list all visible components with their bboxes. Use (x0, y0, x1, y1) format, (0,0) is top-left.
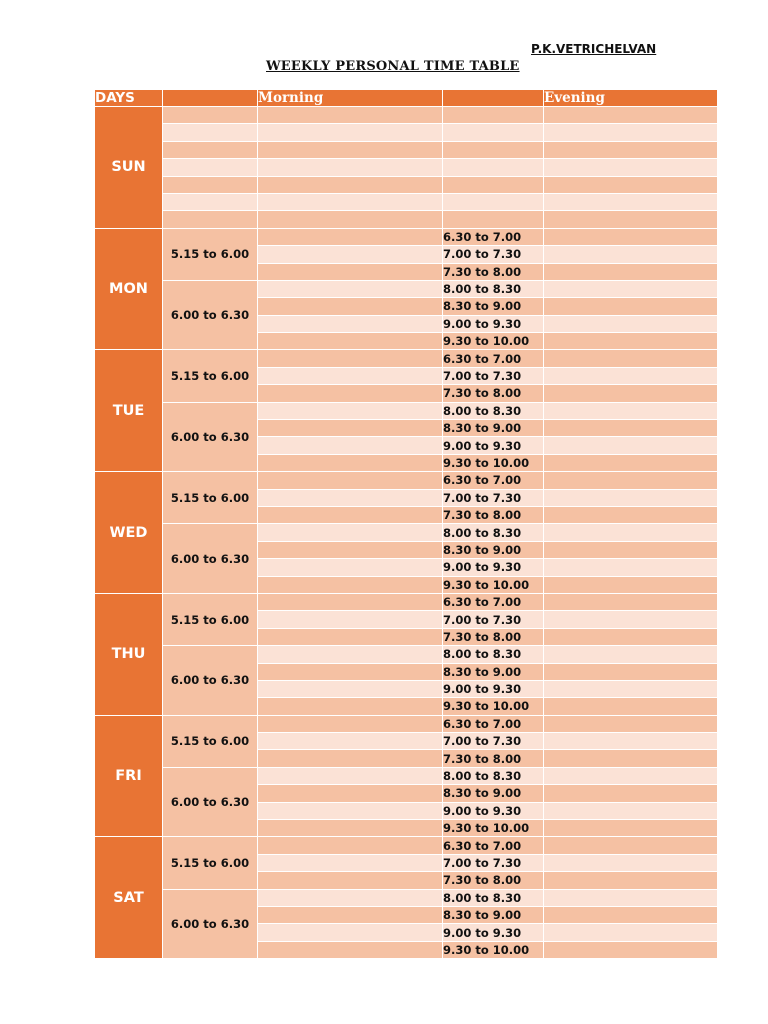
evening-slot (443, 159, 544, 176)
morning-entry-cell[interactable] (258, 559, 443, 576)
evening-entry-cell[interactable] (544, 698, 718, 715)
morning-entry-cell[interactable] (258, 385, 443, 402)
evening-slot: 9.00 to 9.30 (443, 680, 544, 697)
morning-entry-cell[interactable] (258, 889, 443, 906)
evening-entry-cell[interactable] (544, 889, 718, 906)
morning-entry-cell[interactable] (258, 611, 443, 628)
evening-entry-cell[interactable] (544, 298, 718, 315)
morning-entry-cell[interactable] (258, 176, 443, 193)
evening-slot: 7.00 to 7.30 (443, 733, 544, 750)
evening-slot (443, 107, 544, 124)
evening-slot: 9.30 to 10.00 (443, 333, 544, 350)
morning-entry-cell[interactable] (258, 506, 443, 523)
morning-entry-cell[interactable] (258, 437, 443, 454)
morning-slot: 5.15 to 6.00 (163, 593, 258, 645)
evening-entry-cell[interactable] (544, 246, 718, 263)
evening-entry-cell[interactable] (544, 141, 718, 158)
morning-entry-cell[interactable] (258, 367, 443, 384)
evening-slot: 9.00 to 9.30 (443, 437, 544, 454)
morning-entry-cell[interactable] (258, 715, 443, 732)
morning-entry-cell[interactable] (258, 698, 443, 715)
evening-entry-cell[interactable] (544, 333, 718, 350)
evening-entry-cell[interactable] (544, 193, 718, 210)
morning-entry-cell[interactable] (258, 107, 443, 124)
morning-entry-cell[interactable] (258, 541, 443, 558)
day-label: THU (95, 593, 163, 715)
evening-slot: 7.30 to 8.00 (443, 263, 544, 280)
day-label: MON (95, 228, 163, 350)
evening-entry-cell[interactable] (544, 228, 718, 245)
morning-entry-cell[interactable] (258, 646, 443, 663)
evening-slot: 7.00 to 7.30 (443, 367, 544, 384)
morning-entry-cell[interactable] (258, 524, 443, 541)
morning-entry-cell[interactable] (258, 280, 443, 297)
morning-entry-cell[interactable] (258, 767, 443, 784)
evening-slot: 6.30 to 7.00 (443, 228, 544, 245)
evening-slot: 8.00 to 8.30 (443, 889, 544, 906)
evening-slot: 8.30 to 9.00 (443, 298, 544, 315)
evening-entry-cell[interactable] (544, 715, 718, 732)
evening-slot: 8.00 to 8.30 (443, 524, 544, 541)
morning-slot: 6.00 to 6.30 (163, 646, 258, 716)
evening-slot (443, 141, 544, 158)
evening-slot: 6.30 to 7.00 (443, 350, 544, 367)
evening-entry-cell[interactable] (544, 680, 718, 697)
evening-entry-cell[interactable] (544, 211, 718, 228)
evening-slot (443, 211, 544, 228)
table-row (95, 524, 718, 541)
morning-entry-cell[interactable] (258, 159, 443, 176)
table-row (95, 141, 718, 158)
morning-slot-cell (163, 176, 258, 193)
morning-entry-cell[interactable] (258, 228, 443, 245)
table-row (95, 837, 718, 854)
day-label: SAT (95, 837, 163, 959)
morning-entry-cell[interactable] (258, 663, 443, 680)
evening-slot: 7.00 to 7.30 (443, 489, 544, 506)
table-row (95, 646, 718, 663)
evening-entry-cell[interactable] (544, 628, 718, 645)
evening-entry-cell[interactable] (544, 663, 718, 680)
morning-entry-cell[interactable] (258, 420, 443, 437)
evening-entry-cell[interactable] (544, 159, 718, 176)
evening-entry-cell[interactable] (544, 576, 718, 593)
evening-entry-cell[interactable] (544, 837, 718, 854)
morning-slot: 5.15 to 6.00 (163, 472, 258, 524)
evening-entry-cell[interactable] (544, 872, 718, 889)
evening-entry-cell[interactable] (544, 820, 718, 837)
evening-entry-cell[interactable] (544, 367, 718, 384)
morning-entry-cell[interactable] (258, 211, 443, 228)
evening-slot: 9.30 to 10.00 (443, 820, 544, 837)
morning-slot-cell (163, 159, 258, 176)
evening-slot: 9.30 to 10.00 (443, 454, 544, 471)
morning-slot: 5.15 to 6.00 (163, 350, 258, 402)
evening-slot: 7.30 to 8.00 (443, 506, 544, 523)
morning-entry-cell[interactable] (258, 941, 443, 958)
evening-entry-cell[interactable] (544, 437, 718, 454)
morning-entry-cell[interactable] (258, 680, 443, 697)
morning-entry-cell[interactable] (258, 924, 443, 941)
evening-entry-cell[interactable] (544, 350, 718, 367)
morning-entry-cell[interactable] (258, 298, 443, 315)
morning-slot: 6.00 to 6.30 (163, 280, 258, 350)
morning-slot: 6.00 to 6.30 (163, 402, 258, 472)
evening-entry-cell[interactable] (544, 280, 718, 297)
evening-column-header: Evening (544, 90, 718, 107)
evening-slot: 7.30 to 8.00 (443, 872, 544, 889)
evening-entry-cell[interactable] (544, 489, 718, 506)
morning-entry-cell[interactable] (258, 837, 443, 854)
morning-entry-cell[interactable] (258, 628, 443, 645)
table-row (95, 193, 718, 210)
evening-entry-cell[interactable] (544, 750, 718, 767)
morning-slot-cell (163, 124, 258, 141)
header-blank (163, 90, 258, 107)
morning-entry-cell[interactable] (258, 402, 443, 419)
morning-entry-cell[interactable] (258, 750, 443, 767)
morning-entry-cell[interactable] (258, 820, 443, 837)
evening-slot: 8.00 to 8.30 (443, 646, 544, 663)
evening-slot: 9.00 to 9.30 (443, 924, 544, 941)
evening-entry-cell[interactable] (544, 315, 718, 332)
evening-slot: 6.30 to 7.00 (443, 837, 544, 854)
morning-entry-cell[interactable] (258, 472, 443, 489)
table-row (95, 350, 718, 367)
morning-entry-cell[interactable] (258, 454, 443, 471)
evening-entry-cell[interactable] (544, 593, 718, 610)
morning-entry-cell[interactable] (258, 733, 443, 750)
evening-entry-cell[interactable] (544, 924, 718, 941)
morning-slot: 6.00 to 6.30 (163, 767, 258, 837)
evening-entry-cell[interactable] (544, 524, 718, 541)
day-label: WED (95, 472, 163, 594)
timetable-header-row (95, 90, 718, 107)
evening-slot (443, 176, 544, 193)
morning-slot: 5.15 to 6.00 (163, 837, 258, 889)
table-row (95, 402, 718, 419)
evening-entry-cell[interactable] (544, 802, 718, 819)
evening-slot: 9.30 to 10.00 (443, 576, 544, 593)
morning-slot: 6.00 to 6.30 (163, 889, 258, 959)
evening-slot: 8.30 to 9.00 (443, 420, 544, 437)
morning-entry-cell[interactable] (258, 193, 443, 210)
table-row (95, 767, 718, 784)
morning-entry-cell[interactable] (258, 593, 443, 610)
table-row (95, 715, 718, 732)
morning-entry-cell[interactable] (258, 489, 443, 506)
header-blank (443, 90, 544, 107)
morning-slot: 6.00 to 6.30 (163, 524, 258, 594)
morning-entry-cell[interactable] (258, 785, 443, 802)
evening-entry-cell[interactable] (544, 733, 718, 750)
evening-entry-cell[interactable] (544, 454, 718, 471)
evening-slot: 7.30 to 8.00 (443, 750, 544, 767)
evening-entry-cell[interactable] (544, 611, 718, 628)
evening-entry-cell[interactable] (544, 646, 718, 663)
evening-slot: 8.30 to 9.00 (443, 785, 544, 802)
evening-entry-cell[interactable] (544, 124, 718, 141)
evening-entry-cell[interactable] (544, 506, 718, 523)
morning-slot: 5.15 to 6.00 (163, 715, 258, 767)
morning-entry-cell[interactable] (258, 802, 443, 819)
table-row (95, 593, 718, 610)
morning-entry-cell[interactable] (258, 350, 443, 367)
evening-slot: 7.00 to 7.30 (443, 246, 544, 263)
timetable (94, 89, 718, 959)
evening-slot: 7.00 to 7.30 (443, 611, 544, 628)
morning-column-header: Morning (258, 90, 443, 107)
table-row (95, 280, 718, 297)
day-label: SUN (95, 107, 163, 229)
evening-slot: 8.30 to 9.00 (443, 906, 544, 923)
evening-entry-cell[interactable] (544, 385, 718, 402)
evening-slot: 6.30 to 7.00 (443, 715, 544, 732)
morning-entry-cell[interactable] (258, 333, 443, 350)
evening-slot: 7.00 to 7.30 (443, 854, 544, 871)
day-label: TUE (95, 350, 163, 472)
evening-slot: 9.30 to 10.00 (443, 941, 544, 958)
morning-entry-cell[interactable] (258, 263, 443, 280)
table-row (95, 176, 718, 193)
evening-entry-cell[interactable] (544, 541, 718, 558)
evening-entry-cell[interactable] (544, 402, 718, 419)
evening-entry-cell[interactable] (544, 941, 718, 958)
morning-entry-cell[interactable] (258, 315, 443, 332)
morning-entry-cell[interactable] (258, 906, 443, 923)
evening-entry-cell[interactable] (544, 420, 718, 437)
author-name: P.K.VETRICHELVAN (531, 42, 657, 56)
table-row (95, 124, 718, 141)
evening-slot: 7.30 to 8.00 (443, 385, 544, 402)
evening-entry-cell[interactable] (544, 906, 718, 923)
evening-slot (443, 193, 544, 210)
table-row (95, 472, 718, 489)
evening-slot: 8.30 to 9.00 (443, 541, 544, 558)
table-row (95, 211, 718, 228)
morning-entry-cell[interactable] (258, 124, 443, 141)
evening-entry-cell[interactable] (544, 559, 718, 576)
day-label: FRI (95, 715, 163, 837)
table-row (95, 889, 718, 906)
morning-slot-cell (163, 107, 258, 124)
evening-slot: 9.00 to 9.30 (443, 315, 544, 332)
evening-entry-cell[interactable] (544, 767, 718, 784)
evening-slot: 8.00 to 8.30 (443, 402, 544, 419)
days-column-header: DAYS (95, 90, 163, 107)
morning-slot-cell (163, 193, 258, 210)
table-row (95, 159, 718, 176)
evening-entry-cell[interactable] (544, 785, 718, 802)
morning-slot: 5.15 to 6.00 (163, 228, 258, 280)
page-title: WEEKLY PERSONAL TIME TABLE (266, 59, 520, 74)
table-row (95, 228, 718, 245)
evening-slot: 8.00 to 8.30 (443, 280, 544, 297)
evening-slot: 9.30 to 10.00 (443, 698, 544, 715)
evening-slot: 9.00 to 9.30 (443, 802, 544, 819)
evening-entry-cell[interactable] (544, 176, 718, 193)
evening-slot: 8.30 to 9.00 (443, 663, 544, 680)
evening-slot: 8.00 to 8.30 (443, 767, 544, 784)
evening-slot: 6.30 to 7.00 (443, 593, 544, 610)
evening-slot: 6.30 to 7.00 (443, 472, 544, 489)
table-row (95, 107, 718, 124)
evening-entry-cell[interactable] (544, 854, 718, 871)
evening-slot: 7.30 to 8.00 (443, 628, 544, 645)
evening-entry-cell[interactable] (544, 263, 718, 280)
morning-slot-cell (163, 211, 258, 228)
timetable-body (95, 107, 718, 959)
morning-entry-cell[interactable] (258, 576, 443, 593)
morning-entry-cell[interactable] (258, 854, 443, 871)
morning-entry-cell[interactable] (258, 246, 443, 263)
evening-entry-cell[interactable] (544, 472, 718, 489)
morning-entry-cell[interactable] (258, 141, 443, 158)
morning-slot-cell (163, 141, 258, 158)
morning-entry-cell[interactable] (258, 872, 443, 889)
evening-entry-cell[interactable] (544, 107, 718, 124)
evening-slot (443, 124, 544, 141)
evening-slot: 9.00 to 9.30 (443, 559, 544, 576)
